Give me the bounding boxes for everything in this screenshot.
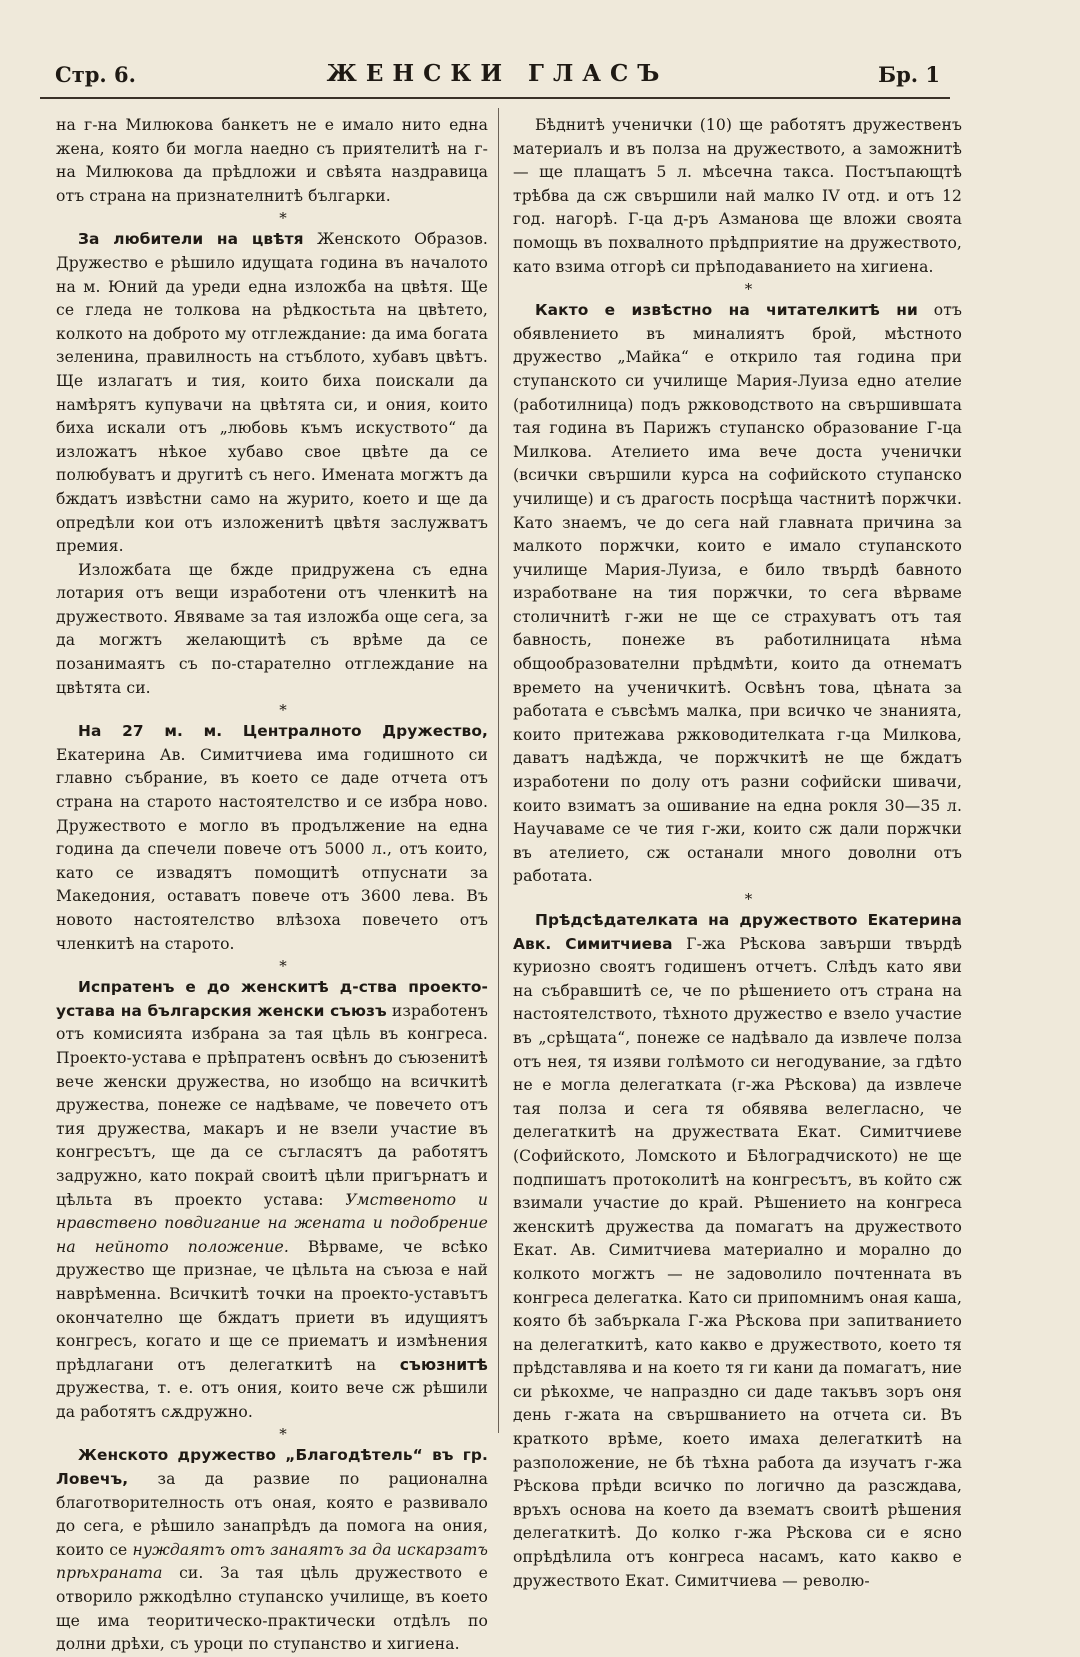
section-separator: *: [279, 957, 287, 976]
article-heading: Женското дружество „Благодѣтель“ въ гр. Ловечъ,: [56, 1446, 488, 1489]
article-lovech-continued: Бѣднитѣ ученички (10) ще работятъ дружественъ материалъ и въ полза на дружеството, а заможнитѣ — ще плащатъ 5 л. мѣсечна такса. Постъпающтѣ трѣбва да сж свършили най малко IV отд. и отъ 12 год. нагорѣ. Г-ца д-ръ Азманова ще вложи своята помощь въ похвалното прѣдприятие на дружеството, като взима отгорѣ си прѣподаванието на хигиена.: [513, 116, 962, 276]
article-maika-atelier: Както е извѣстно на читателкитѣ ни отъ обявлението въ миналиятъ брой, мѣстното дружество „Майка“ е открило тая година при ступанското си училище Мария-Луиза едно ателие (работилница) подъ ржководството на свършившата тая година въ Парижъ ступанско образование Г-ца Милкова. Ателието има вече доста ученички (всички свършили курса на софийското ступанско училище) и съ драгость посрѣща частнитѣ поржчки. Като знаемъ, че до сега най главната причина за малкото поржчки, които е имало ступанското училище Мария-Луиза, е било твърдѣ бавното изработване на тия поржчки, то сега вѣрваме столичнитѣ г-жи не ще се страхуватъ отъ тая бавность, понеже въ работилницата нѣма общообразователни прѣдмѣти, които да отнематъ времето на ученичкитѣ. Освѣнъ това, цѣната за работата е съвсѣмъ малка, при всичко че знанията, които притежава ржководителката г-ца Милкова, даватъ надѣжда, че поржчкитѣ не ще бждатъ изработени по долу отъ разни софийски шивачи, които взиматъ за ошивание на една рокля 30—35 л. Научаваме се че тия г-жи, които сж дали поржчки въ ателието, сж останали много доволни отъ работата.: [513, 301, 963, 886]
right-column: [513, 114, 963, 1590]
masthead-title: ЖЕНСКИ ГЛАСЪ: [326, 60, 669, 87]
article-heading: Прѣдсѣдателката на дружеството Екатерина Авк. Симитчиева: [513, 911, 962, 953]
section-separator: *: [279, 209, 287, 228]
article-heading: На 27 м. м. Централното Дружество,: [78, 722, 488, 741]
article-milyukov-banquet: на г-на Милюкова банкетъ не е имало нито една жена, която би могла наедно съ приятелитѣ на г-на Милюкова да прѣдложи и свѣята наздравица отъ страна на признателнитѣ българки.: [56, 116, 488, 205]
article-chairwoman-report: Прѣдсѣдателката на дружеството Екатерина Авк. Симитчиева Г-жа Рѣскова завърши твърдѣ куриозно своятъ годишенъ отчетъ. Слѣдъ като яви на събравшитѣ се, че по рѣшението отъ страна на настоятелството, тѣхното дружество е взело участие въ „срѣщата“, понеже се надѣвало да извлече полза отъ нея, тя изяви голѣмото си негодувание, за гдѣто не е могла делегатката (г-жа Рѣскова) да извлече тая полза и сега тя обявява велегласно, че делегаткитѣ на дружествата Екат. Симитчиеве (Софийското, Ломското и Бѣлоградчиското) не ще подпишатъ протоколитѣ на конгресътъ, въ който сж взимали участие до край. Рѣшението на конгреса женскитѣ дружества да помагатъ на дружеството Екат. Ав. Симитчиева материално и морално до колкото могжтъ — не задоволило почтенната въ конгреса делегатка. Като си припомнимъ оная каша, която бѣ забъркала Г-жа Рѣскова при запитванието на делегаткитѣ, като какво е дружеството, което тя прѣдставлява и на което тя ги кани да помагатъ, ние си рѣкохме, че напраздно си даде такъвъ зоръ оня день г-жата на свършванието на отчета си. Въ краткото врѣме, което имаха делегаткитѣ на разположение, не бѣ тѣхна работа да изучатъ г-жа Рѣскова прѣди всичко по логично да разсждава, връхъ основа на което да взематъ своитѣ рѣшения делегаткитѣ. До колко г-жа Рѣскова си е ясно опрѣдѣлила отъ конгреса насамъ, като какво е дружеството Екат. Симитчиева — револю-: [513, 911, 962, 1590]
article-heading: Както е извѣстно на читателкитѣ ни: [535, 301, 918, 320]
section-separator: *: [744, 280, 753, 299]
page-number: Стр. 6.: [55, 62, 136, 87]
article-lovech-society: Женското дружество „Благодѣтель“ въ гр. Ловечъ, за да развие по рационална благотворителность отъ оная, която е развивало до сега, е рѣшило занапрѣдъ да помога на ония, които се нуждаятъ отъ занаятъ за да искарзатъ прѣхраната си. За тая цѣль дружеството е отворило ржкодѣлно ступанско училище, въ което ще има теоритическо-практически отдѣлъ по долни дрѣхи, съ уроци по ступанство и хигиена.: [56, 1446, 488, 1654]
column-divider: [498, 108, 499, 1433]
article-flower-exhibition: За любители на цвѣтя Женското Образов. Дружество е рѣшило идущата година въ началото на м. Юний да уреди една изложба на цвѣтя. Ще се гледа не толкова на рѣдкостьта на цвѣтето, колкото на доброто му отглеждание: да има богата зеленина, правилность на стъблото, хубавъ цвѣтъ. Ще излагатъ и тия, които биха поискали да намѣрятъ купувачи на цвѣтята си, и ония, които биха искали отъ „любовь къмъ искуството“ да изложатъ нѣкое хубаво свое цвѣте да се полюбуватъ и другитѣ съ него. Имената могжтъ да бждатъ извѣстни само на журито, което и ще да опредѣли кои отъ изложенитѣ цвѣтя заслужватъ премия.: [56, 230, 488, 556]
article-flower-exhibition-p2: Изложбата ще бжде придружена съ една лотария отъ вещи изработени отъ членкитѣ на дружеството. Явяваме за тая изложба още сега, за да могжтъ желающитѣ съ врѣме да се позанимаятъ съ по-старателно отглеждание на цвѣтята си.: [56, 560, 488, 697]
section-separator: *: [744, 890, 753, 908]
section-separator: *: [279, 701, 287, 720]
issue-number: Бр. 1: [878, 62, 940, 87]
left-column: [56, 114, 488, 1654]
article-central-society: На 27 м. м. Централното Дружество, Екатерина Ав. Симитчиева има годишното си главно събрание, въ което се даде отчета отъ страна на старото настоятелство и се избра ново. Дружеството е могло въ продължение на една година да спечели повече отъ 5000 л., отъ които, като се извадятъ помощитѣ отпуснати за Македония, оставатъ повече отъ 3600 лева. Въ новото настоятелство влѣзоха повечето отъ членкитѣ на старото.: [56, 722, 488, 953]
article-heading: За любители на цвѣтя: [78, 230, 304, 249]
section-separator: *: [279, 1425, 287, 1444]
article-union-statute: Испратенъ е до женскитѣ д-ства проекто-устава на българския женски съюзъ изработенъ отъ комисията избрана за тая цѣль въ конгреса. Проекто-устава е прѣпратенъ освѣнъ до съюзенитѣ вече женски дружества, но изобщо на всичкитѣ дружества, понеже се надѣваме, че повечето отъ тия дружества, макаръ и не взели участие въ конгресътъ, ще да се съгласятъ да работятъ задружно, като покрай своитѣ цѣли пригърнатъ и цѣльта въ проекто устава: Умственото и нравствено повдигание на жената и подобрение на нейното положение. Вѣрваме, че всѣко дружество ще признае, че цѣльта на съюза е най наврѣменна. Всичкитѣ точки на проекто-уставътъ окончателно ще бждатъ приети въ идущиятъ конгресъ, когато и ще се приематъ и измѣнения прѣдлагани отъ делегаткитѣ на съюзнитѣ дружества, т. е. отъ ония, които вече сж рѣшили да работятъ сѫдружно.: [56, 978, 488, 1421]
article-heading: Испратенъ е до женскитѣ д-ства проекто-устава на българския женски съюзъ: [56, 978, 488, 1020]
page-header: [55, 58, 940, 92]
header-rule: [40, 97, 950, 99]
